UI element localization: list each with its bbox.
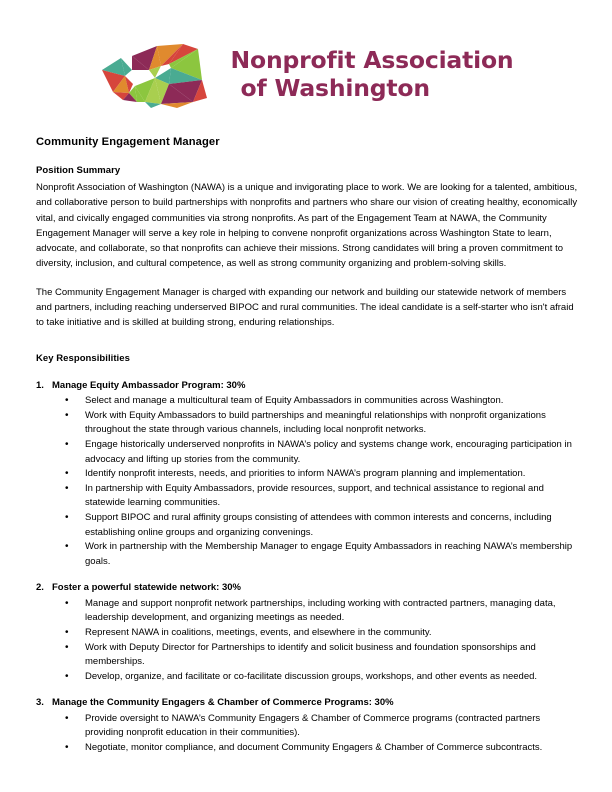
list-item-text: Work in partnership with the Membership Manager to engage Equity Ambassadors in reaching NAWA’s membership goals. bbox=[85, 541, 573, 567]
responsibility-item bbox=[36, 581, 582, 684]
list-item bbox=[36, 712, 582, 741]
heading-key-responsibilities: Key Responsibilities bbox=[36, 352, 130, 364]
position-summary-paragraph-1: Nonprofit Association of Washington (NAWA) is a unique and invigorating place to work. We are looking for a talented, ambitious, and collaborative person to build partnerships with nonprofits and partners who share our vision of creating healthy, economically vital, and civically engaged communities via strong nonprofits. As part of the Engagement Team at NAWA, the Community Engagement Manager will serve a key role in helping to convene nonprofit organizations across Washington State to learn, advocate, and collaborate, so that nonprofits can achieve their missions. Strong candidates will bring a proven commitment to diversity, inclusion, and cultural competence, as well as strong community organizing and problem-solving skills. bbox=[36, 182, 578, 270]
list-item bbox=[36, 597, 582, 626]
bullet-dot-icon: • bbox=[65, 626, 69, 638]
list-item bbox=[36, 670, 582, 685]
bullet-dot-icon: • bbox=[65, 438, 69, 450]
bullet-dot-icon: • bbox=[65, 712, 69, 724]
list-item-text: Select and manage a multicultural team of Equity Ambassadors in communities across Washington. bbox=[85, 395, 504, 407]
bullet-dot-icon: • bbox=[65, 541, 69, 553]
page-title: Community Engagement Manager bbox=[36, 136, 220, 148]
bullet-dot-icon: • bbox=[65, 482, 69, 494]
organization-logo bbox=[0, 40, 612, 110]
list-item-text: Develop, organize, and facilitate or co-facilitate discussion groups, workshops, and other events as needed. bbox=[85, 670, 538, 682]
list-item-text: Identify nonprofit interests, needs, and priorities to inform NAWA’s program planning and implementation. bbox=[85, 468, 526, 480]
list-item-text: Work with Equity Ambassadors to build partnerships and meaningful relationships with nonprofit organizations throughout the state through various channels, including local nonprofit networks. bbox=[85, 409, 546, 436]
list-item bbox=[36, 540, 582, 569]
list-item bbox=[36, 511, 582, 540]
list-item bbox=[36, 467, 582, 482]
bullet-dot-icon: • bbox=[65, 511, 69, 523]
responsibility-number: 2. bbox=[36, 582, 44, 594]
responsibility-bullets bbox=[36, 712, 582, 756]
list-item-text: In partnership with Equity Ambassadors, provide resources, support, and technical assistance to regional and statewide learning communities. bbox=[85, 482, 544, 509]
bullet-dot-icon: • bbox=[65, 597, 69, 609]
list-item-text: Engage historically underserved nonprofits in NAWA’s policy and systems change work, encouraging participation in advocacy and lifting up stories from the community. bbox=[85, 438, 572, 465]
list-item-text: Support BIPOC and rural affinity groups consisting of attendees with common interests and concerns, including establishing online groups and organizing convenings. bbox=[85, 511, 552, 538]
responsibilities-list bbox=[36, 379, 582, 756]
bullet-dot-icon: • bbox=[65, 409, 69, 421]
list-item-text: Represent NAWA in coalitions, meetings, events, and elsewhere in the community. bbox=[85, 626, 432, 638]
list-item-text: Provide oversight to NAWA’s Community Engagers & Chamber of Commerce programs (contracted partners providing nonprofit education in their communities). bbox=[85, 712, 541, 739]
list-item-text: Work with Deputy Director for Partnerships to identify and solicit business and foundation sponsorships and memberships. bbox=[85, 641, 536, 668]
logo-wordmark-line-2: of Washington bbox=[240, 74, 430, 102]
list-item bbox=[36, 482, 582, 511]
logo-wordmark-line-1: Nonprofit Association bbox=[230, 46, 514, 75]
heading-position-summary: Position Summary bbox=[36, 165, 121, 176]
responsibility-number: 1. bbox=[36, 379, 44, 391]
bullet-dot-icon: • bbox=[65, 468, 69, 480]
position-summary-paragraph-2: The Community Engagement Manager is charged with expanding our network and building our statewide network of members and partners, including reaching underserved BIPOC and rural communities. The ideal candidate is a self-starter who isn't afraid to take initiative and is skilled at building strong, enduring relationships. bbox=[36, 286, 574, 329]
responsibility-title: Manage Equity Ambassador Program: 30% bbox=[52, 379, 246, 391]
logo-wordmark bbox=[231, 47, 514, 102]
list-item bbox=[36, 641, 582, 670]
responsibility-bullets bbox=[36, 597, 582, 685]
list-item bbox=[36, 626, 582, 641]
responsibility-heading bbox=[36, 581, 582, 596]
responsibility-item bbox=[36, 696, 582, 755]
responsibility-item bbox=[36, 379, 582, 570]
bullet-dot-icon: • bbox=[65, 641, 69, 653]
list-item bbox=[36, 409, 582, 438]
bullet-dot-icon: • bbox=[65, 742, 69, 754]
logo-mark-icon bbox=[99, 40, 217, 110]
list-item-text: Negotiate, monitor compliance, and document Community Engagers & Chamber of Commerce subcontracts. bbox=[85, 742, 543, 754]
document-body bbox=[36, 136, 582, 756]
responsibility-heading bbox=[36, 696, 582, 711]
responsibility-number: 3. bbox=[36, 697, 44, 709]
bullet-dot-icon: • bbox=[65, 670, 69, 682]
list-item bbox=[36, 741, 582, 756]
list-item bbox=[36, 394, 582, 409]
list-item-text: Manage and support nonprofit network partnerships, including working with contracted partners, managing data, leadership development, and organizing meetings as needed. bbox=[85, 597, 556, 624]
responsibility-heading bbox=[36, 379, 582, 394]
responsibility-bullets bbox=[36, 394, 582, 569]
responsibility-title: Foster a powerful statewide network: 30% bbox=[52, 582, 241, 594]
list-item bbox=[36, 438, 582, 467]
bullet-dot-icon: • bbox=[65, 395, 69, 407]
responsibility-title: Manage the Community Engagers & Chamber of Commerce Programs: 30% bbox=[52, 697, 394, 709]
